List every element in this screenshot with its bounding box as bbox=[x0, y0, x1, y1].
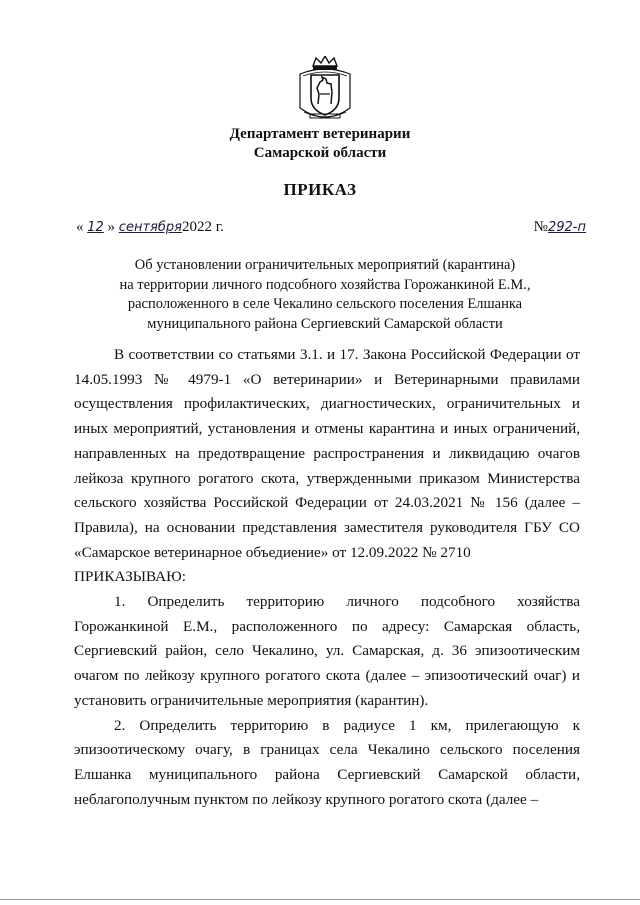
subject-line-3: расположенного в селе Чекалино сельского поселения Елшанка bbox=[127, 296, 523, 312]
scan-bottom-edge bbox=[0, 899, 640, 900]
document-type-title: ПРИКАЗ bbox=[283, 180, 357, 199]
date-open-quote: « bbox=[76, 219, 84, 235]
coat-of-arms-emblem bbox=[296, 56, 354, 124]
subject-line-1: Об установлении ограничительных мероприятий (карантина) bbox=[134, 257, 516, 273]
number-prefix: № bbox=[533, 219, 548, 235]
number-value-handwritten: 292-п bbox=[547, 220, 586, 235]
date-month-handwritten: сентября bbox=[118, 220, 182, 235]
order-body bbox=[74, 343, 580, 812]
preamble-paragraph: В соответствии со статьями 3.1. и 17. Закона Российской Федерации от 14.05.1993 № 4979-1 «О ветеринарии» и Ветеринарными правилами осуществления профилактических, диагностических, ограничительных и иных мероприятий, установления и отмены карантина и иных ограничений, направленных на предотвращение распространения и ликвидацию очагов лейкоза крупного рогатого скота, утвержденными приказом Министерства сельского хозяйства Российской Федерации от 24.03.2021 № 156 (далее – Правила), на основании представления заместителя руководителя ГБУ СО «Самарское ветеринарное объедиение» от 12.09.2022 № 2710 bbox=[74, 346, 580, 561]
date-close-quote: » bbox=[107, 219, 116, 235]
org-line-2: Самарской области bbox=[253, 145, 387, 161]
subject-line-4: муниципального района Сергиевский Самарской области bbox=[147, 315, 503, 332]
org-line-1: Департамент ветеринарии bbox=[229, 126, 411, 142]
order-item-1: 1. Определить территорию личного подсобного хозяйства Горожанкиной Е.М., расположенного по адресу: Самарская область, Сергиевский район, село Чекалино, ул. Самарская, д. 36 эпизоотическим очагом по лейкозу крупного рогатого скота (далее – эпизоотический очаг) и установить ограничительные мероприятия (карантин). bbox=[74, 593, 580, 709]
order-number bbox=[534, 219, 586, 236]
order-item-2: 2. Определить территорию в радиусе 1 км, прилегающую к эпизоотическому очагу, в границах села Чекалино сельского поселения Елшанка муниципального района Сергиевский Самарской области, неблагополучным пунктом по лейкозу крупного рогатого скота (далее – bbox=[74, 716, 580, 808]
order-date bbox=[76, 219, 224, 236]
order-subject bbox=[60, 256, 590, 334]
date-day-handwritten: 12 bbox=[87, 220, 104, 235]
organization-name bbox=[0, 125, 640, 163]
date-year: 2022 г. bbox=[181, 219, 224, 235]
order-word: ПРИКАЗЫВАЮ: bbox=[74, 568, 186, 586]
subject-line-2: на территории личного подсобного хозяйства Горожанкиной Е.М., bbox=[119, 276, 531, 293]
